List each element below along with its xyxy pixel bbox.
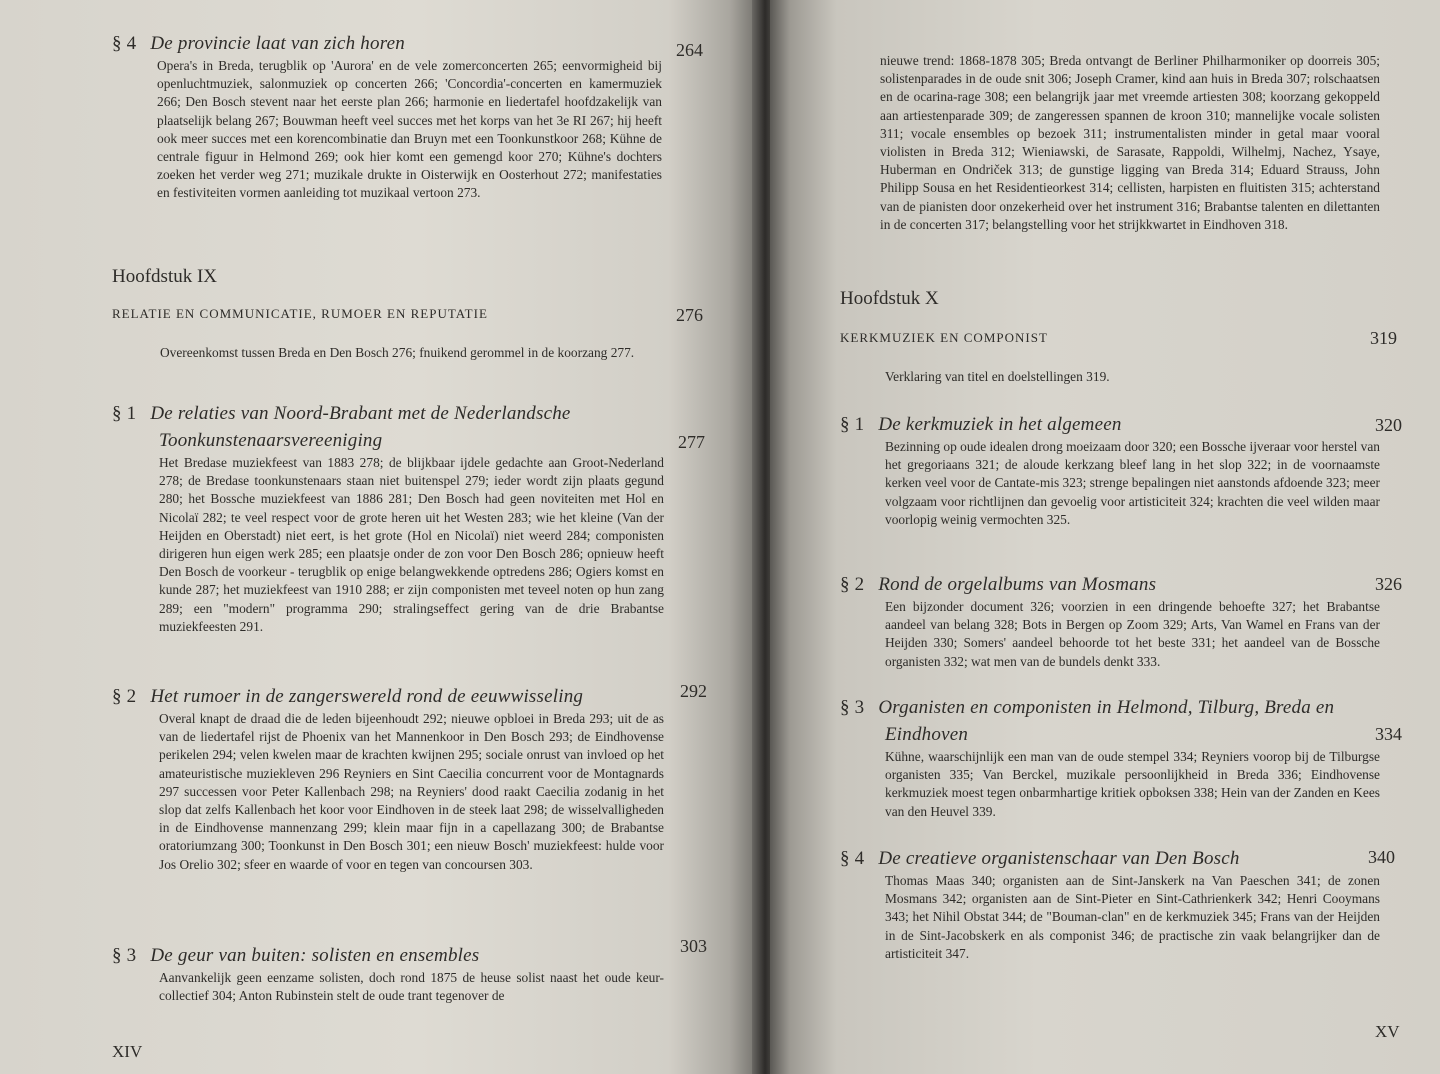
section-text: Het Bredase muziekfeest van 1883 278; de blijkbaar ijdele gedachte aan Groot-Nederland 278; de Bredase toonkunstenaars staan niet buitenspel 279; ieder wordt zijn plaats gegund 280; het Bossche muziekfeest van 1886 281; Den Bosch had geen noviteiten met Hol en Nicolaï 282; te veel respect voor de grote heren uit het Westen 283; wie het kleine (Van der Heijden en Oberstadt) niet eert, is het grote (Hol en Nicolaï) niet weerd 284; componisten dirigeren hun eigen werk 285; een plaatsje onder de zon voor Den Bosch 286; opnieuw heeft Den Bosch de voorkeur - terugblik op enige belangwekkende optredens 286; Ogiers komst en kunde 287; het muziekfeest van 1910 288; er zijn componisten met teveel noten op hun zang 289; een "modern" programma 290; stralingseffect gering van de drie Brabantse muziekfeesten 291. — [159, 455, 664, 634]
section-title: De provincie laat van zich horen — [150, 33, 405, 54]
section-number: § 3 — [112, 945, 137, 966]
section-text: Kühne, waarschijnlijk een man van de oude stempel 334; Reyniers voorop bij de Tilburgse organisten 335; Van Berckel, muzikale persoonlijkheid in Breda 336; Eindhovense kerkmuziek moest tegen onbarmhartige kritiek opboksen 338; Hein van der Zanden en Kees van den Heuvel 339. — [885, 749, 1380, 819]
section-4-organistenschaar — [840, 845, 1380, 963]
section-text: Bezinning op oude idealen drong moeizaam door 320; een Bossche ijveraar voor herstel van het gregoriaans 321; de aloude kerkzang bleef lang in het slop 322; in de voornaamste kerken veel voor de Cantate-mis 323; strenge bepalingen niet aanstonds afdoende 323; meer volgzaam voor richtlijnen dan gevoelig voor artisticiteit 324; krachten die veel wilden maar voorlopig weinig vermochten 325. — [885, 439, 1380, 527]
section-title: De relaties van Noord-Brabant met de Nederlandsche — [150, 403, 571, 424]
chapter-label-ix: Hoofdstuk IX — [112, 266, 218, 287]
section-title: Organisten en componisten in Helmond, Tilburg, Breda en — [878, 697, 1335, 718]
section-heading — [840, 845, 1380, 872]
section-heading — [112, 683, 672, 710]
page-number-303: 303 — [680, 936, 707, 956]
section-text: Aanvankelijk geen eenzame solisten, doch rond 1875 de heuse solist naast het oude keur-collectief 304; Anton Rubinstein stelt de oude trant tegenover de — [159, 970, 664, 1004]
page-number-340: 340 — [1368, 847, 1395, 867]
chapter-intro-text: Overeenkomst tussen Breda en Den Bosch 276; fnuikend gerommel in de koorzang 277. — [160, 345, 635, 360]
section-title: Het rumoer in de zangerswereld rond de eeuwwisseling — [150, 686, 584, 707]
chapter-intro-text: Verklaring van titel en doelstellingen 319. — [885, 369, 1110, 384]
continued-text: nieuwe trend: 1868-1878 305; Breda ontvangt de Berliner Philharmoniker op doorreis 305; solistenparades in de oude snit 306; Joseph Cramer, kind aan huis in Breda 307; rolschaatsen en de ocarina-rage 308; een belangrijk jaar met vreemde artiesten 308; koorzang gekoppeld aan artiestenparade 309; de zangeressen spannen de kroon 310; mannelijke vocale solisten 311; vocale ensembles op bezoek 311; instrumentalisten minder in getal maar vooral violisten in Breda 312; Wieniawski, de Sarasate, Rappoldi, Wilhelmj, Nachez, Ysaye, Huberman en Ondriček 313; de gunstige ligging van Breda 314; Eduard Strauss, John Philipp Sousa en het Residentieorkest 314; cellisten, harpisten en fluitisten 315; achterstand van de pianisten door onzekerheid over het instrument 316; Brabantse talenten en dilettanten in de concerten 317; belangstelling voor het strijkkwartet in Eindhoven 318. — [880, 53, 1380, 232]
section-number: § 2 — [112, 686, 137, 707]
section-text: Opera's in Breda, terugblik op 'Aurora' en de vele zomerconcerten 265; eenvormigheid bij openluchtmuziek, salonmuziek op concerten 266; 'Concordia'-concerten en kamermuziek 266; Den Bosch stevent naar het eerste plan 266; harmonie en liedertafel hoofdzakelijk van plaatselijk belang 267; Bouwman heeft veel succes met het korps van het 3e RI 267; hij heeft ook meer succes met een korencombinatie dan Bruyn met een Toonkunstkoor 268; Kühne de centrale figuur in Helmond 269; ook hier komt een gemengd koor 270; Kühne's dochters zoeken het verder weg 271; muzikale drukte in Oisterwijk en Oosterhout 272; manifestaties en festiviteiten vormen aanleiding tot muzikaal vertoon 273. — [157, 58, 662, 201]
section-4-provincie — [112, 30, 672, 203]
section-title: De geur van buiten: solisten en ensembles — [150, 945, 480, 966]
right-page — [770, 0, 1440, 1074]
section-title: De kerkmuziek in het algemeen — [878, 414, 1122, 435]
section-title: Rond de orgelalbums van Mosmans — [878, 574, 1157, 595]
section-text: Thomas Maas 340; organisten aan de Sint-Janskerk na Van Paeschen 341; de zonen Mosmans 342; organisten aan de Sint-Pieter en Sint-Cathrienkerk 342; Henri Cooymans 343; het Nihil Obstat 344; de "Bouman-clan" en de kerkmuziek 345; Frans van der Heijden in de Sint-Jacobskerk en als componist 346; de practische zin vaak belangrijker dan de artisticiteit 347. — [885, 873, 1380, 961]
section-heading — [112, 30, 672, 57]
chapter-title-ix: RELATIE EN COMMUNICATIE, RUMOER EN REPUTATIE — [112, 306, 488, 321]
section-2-orgelalbums — [840, 571, 1380, 671]
page-number-334: 334 — [1375, 724, 1402, 744]
page-number-276: 276 — [676, 305, 703, 325]
section-number: § 1 — [112, 403, 137, 424]
page-number-277: 277 — [678, 432, 705, 452]
section-heading — [112, 942, 672, 969]
page-number-292: 292 — [680, 681, 707, 701]
section-title-cont: Eindhoven — [885, 724, 969, 745]
section-2-rumoer — [112, 683, 672, 874]
section-number: § 4 — [112, 33, 137, 54]
chapter-title-x: KERKMUZIEK EN COMPONIST — [840, 330, 1048, 345]
page-number-320: 320 — [1375, 415, 1402, 435]
section-heading — [840, 571, 1380, 598]
section-3-geur — [112, 942, 672, 1005]
chapter-label-x: Hoofdstuk X — [840, 288, 939, 309]
page-number-319: 319 — [1370, 328, 1397, 348]
section-1-kerkmuziek — [840, 411, 1380, 529]
section-number: § 3 — [840, 697, 865, 718]
section-number: § 4 — [840, 848, 865, 869]
section-title: De creatieve organistenschaar van Den Bosch — [878, 848, 1240, 869]
section-text: Een bijzonder document 326; voorzien in een dringende behoefte 327; het Brabantse aandeel van belang 328; Bots in Bergen op Zoom 329; Arts, Van Wamel en Frans van der Heijden 330; Somers' aandeel behoorde tot het beste 331; het aandeel van de Bossche organisten 332; wat men van de bundels denkt 333. — [885, 599, 1380, 669]
section-1-relaties — [112, 400, 672, 636]
section-text: Overal knapt de draad die de leden bijeenhoudt 292; nieuwe opbloei in Breda 293; uit de as van de liedertafel rijst de Phoenix van het Mannenkoor in Den Bosch 293; de Eindhovense perikelen 294; velen kwelen maar de krachten kwijnen 295; sociale onrust van invloed op het amateuristische muziekleven 296 Reyniers en Sint Caecilia concurrent voor de Montagnards 297 successen voor Peter Kallenbach 298; na Reyniers' dood raakt Caecilia zodanig in het slop dat zelfs Kallenbach het koor voor Eindhoven in de steek laat 298; de wisselvalligheden in de Eindhovense mannenzang 299; klein maar fijn in a capellazang 300; de Brabantse oratoriumzang 300; Toonkunst in Den Bosch 301; een nieuw Bosch' muziekfeest: hulde voor Jos Orelio 302; sfeer en waarde of voor en tegen van concoursen 303. — [159, 711, 664, 872]
section-heading — [840, 411, 1380, 438]
section-3-organisten — [840, 694, 1380, 821]
page-number-264: 264 — [676, 40, 703, 60]
folio-left: XIV — [112, 1042, 143, 1061]
folio-right: XV — [1375, 1022, 1400, 1041]
page-number-326: 326 — [1375, 574, 1402, 594]
section-heading — [112, 400, 672, 427]
section-number: § 2 — [840, 574, 865, 595]
section-heading — [840, 694, 1380, 721]
section-number: § 1 — [840, 414, 865, 435]
section-title-cont: Toonkunstenaarsvereeniging — [159, 430, 383, 451]
